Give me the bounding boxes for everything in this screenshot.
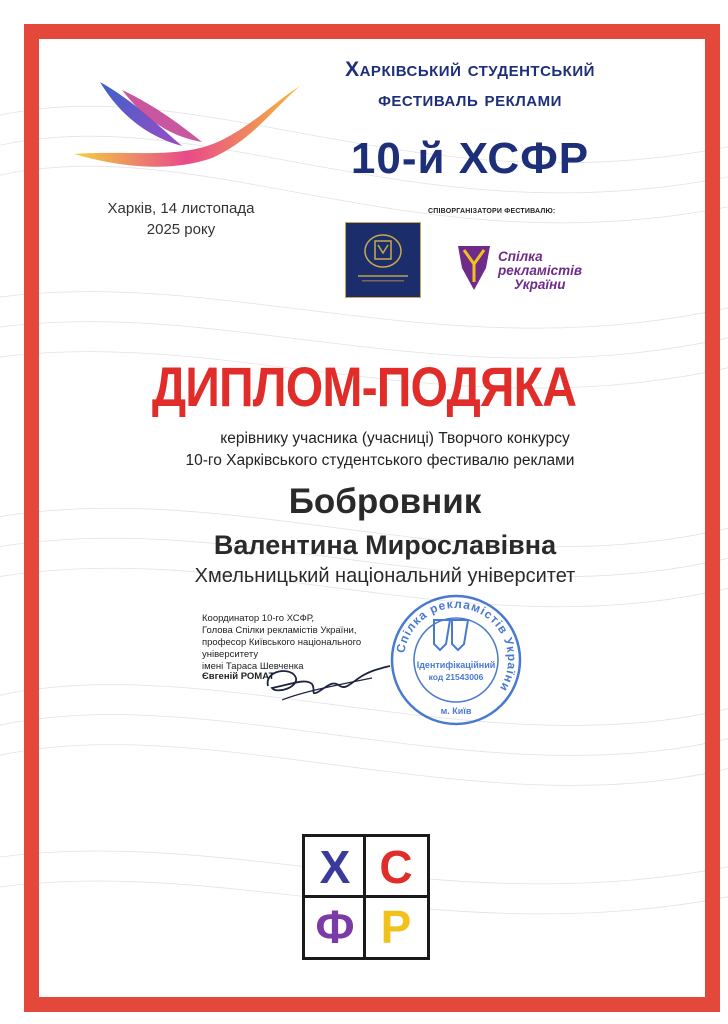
festival-name-line1: Харківський студентський [345,58,595,81]
logo-letter-s: С [379,841,413,893]
diploma-title: ДИПЛОМ-ПОДЯКА [151,355,577,418]
logo-divider-horizontal [305,895,427,898]
festival-edition: 10-й ХСФР [350,134,590,183]
place-date-line2: 2025 року [146,221,216,238]
coorganizers-label: СПІВОРГАНІЗАТОРИ ФЕСТИВАЛЮ: [428,208,556,215]
signer-name: Євгеній РОМАТ [202,671,275,682]
union-name-line1: Спілка [498,249,543,264]
bottom-festival-logo [302,834,430,960]
logo-letter-x: Х [319,841,351,893]
coordinator-line2: Голова Спілки рекламістів України, [202,625,357,636]
diploma-subtitle-line2: 10-го Харківського студентського фестивалю реклами [185,452,575,469]
university-crest-icon [346,223,420,297]
recipient-given-names: Валентина Мирославівна [213,530,557,560]
logo-letter-f: Ф [315,901,355,953]
coordinator-line3: професор Київського національного університету [202,637,362,660]
stamp-center-line2: код 21543006 [428,672,484,682]
stamp-ring-text: Спілка рекламістів України [393,596,520,695]
signature [262,656,394,704]
festival-name-line2: фестиваль реклами [378,88,562,111]
diploma-subtitle-line1: керівнику учасника (учасниці) Творчого конкурсу [220,430,570,447]
union-logo-icon [456,242,492,292]
recipient-institution: Хмельницький національний університет [194,565,576,587]
union-name-line3: України [514,277,566,292]
stamp-bottom-text: м. Київ [440,706,472,716]
logo-letter-r: Р [380,901,412,953]
place-date-line1: Харків, 14 листопада [107,200,255,217]
stamp-center-line1: Ідентифікаційний [416,660,496,670]
festival-bird-logo [72,80,304,180]
coordinator-line4: імені Тараса Шевченка [202,661,304,672]
official-stamp [388,592,524,728]
university-logo [345,222,421,298]
recipient-surname: Бобровник [288,482,482,521]
union-name-line2: рекламістів [498,263,582,278]
coordinator-line1: Координатор 10-го ХСФР, [202,613,314,624]
